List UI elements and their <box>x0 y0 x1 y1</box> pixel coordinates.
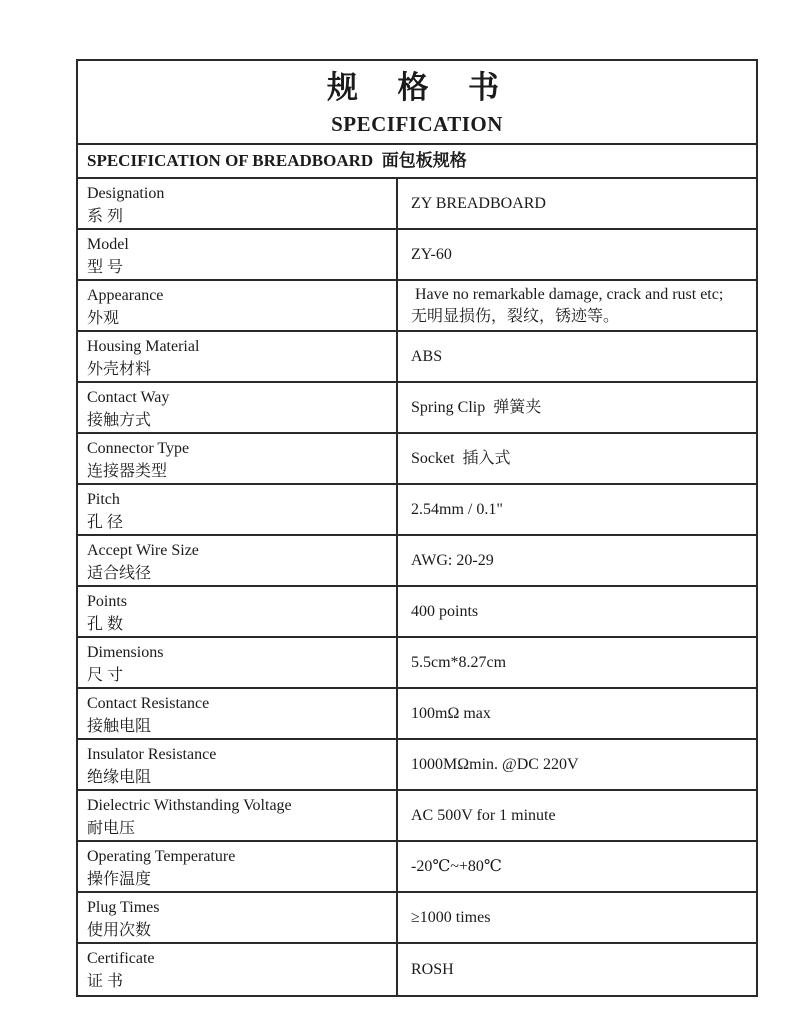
table-row <box>78 638 756 689</box>
table-row <box>78 944 756 995</box>
table-row <box>78 179 756 230</box>
spec-value: ROSH <box>411 960 454 978</box>
table-row <box>78 332 756 383</box>
spec-label-chinese: 尺 寸 <box>87 667 124 684</box>
spec-label-english: Dimensions <box>87 644 164 661</box>
spec-label-cell <box>78 638 398 687</box>
spec-value: -20℃~+80℃ <box>411 857 502 875</box>
spec-label-cell <box>78 179 398 228</box>
spec-value: ABS <box>411 347 443 365</box>
spec-label-cell <box>78 281 398 330</box>
table-row <box>78 485 756 536</box>
spec-label-english: Points <box>87 593 128 610</box>
spec-value-cell <box>398 536 756 585</box>
spec-label-cell <box>78 893 398 942</box>
spec-label-english: Pitch <box>87 491 120 508</box>
spec-value-cell <box>398 434 756 483</box>
spec-label-english: Operating Temperature <box>87 848 236 865</box>
spec-value: ZY BREADBOARD <box>411 194 546 212</box>
spec-rows <box>78 179 756 995</box>
spec-value-cell <box>398 791 756 840</box>
spec-label-english: Connector Type <box>87 440 190 457</box>
spec-value: 2.54mm / 0.1" <box>411 500 503 518</box>
table-row <box>78 281 756 332</box>
spec-value-cell <box>398 383 756 432</box>
spec-label-chinese: 系 列 <box>87 208 124 225</box>
spec-label-english: Designation <box>87 185 165 202</box>
spec-label-chinese: 证 书 <box>87 973 124 990</box>
spec-value: 400 points <box>411 602 479 620</box>
spec-label-english: Model <box>87 236 129 253</box>
spec-value-chinese: 无明显损伤，裂纹，锈迹等。 <box>411 307 620 325</box>
spec-label-english: Plug Times <box>87 899 160 916</box>
spec-value-cell <box>398 281 756 330</box>
spec-label-english: Insulator Resistance <box>87 746 217 763</box>
spec-value: 100mΩ max <box>411 704 491 722</box>
spec-label-cell <box>78 587 398 636</box>
spec-label-english: Contact Resistance <box>87 695 210 712</box>
spec-label-chinese: 孔 径 <box>87 514 124 531</box>
spec-value-cell <box>398 332 756 381</box>
specification-table <box>76 59 758 997</box>
spec-label-chinese: 耐电压 <box>87 820 136 837</box>
table-row <box>78 230 756 281</box>
spec-label-cell <box>78 434 398 483</box>
spec-value-cell <box>398 740 756 789</box>
table-row <box>78 842 756 893</box>
spec-label-chinese: 连接器类型 <box>87 463 168 480</box>
spec-label-chinese: 绝缘电阻 <box>87 769 152 786</box>
table-row <box>78 587 756 638</box>
spec-label-cell <box>78 536 398 585</box>
spec-label-english: Certificate <box>87 950 155 967</box>
spec-label-chinese: 外观 <box>87 310 120 327</box>
spec-value-cell <box>398 944 756 995</box>
spec-value-cell <box>398 638 756 687</box>
spec-label-chinese: 使用次数 <box>87 922 152 939</box>
spec-value: Socket 插入式 <box>411 449 511 467</box>
spec-label-chinese: 操作温度 <box>87 871 152 888</box>
spec-label-cell <box>78 383 398 432</box>
document-title-english: SPECIFICATION <box>331 112 503 136</box>
spec-label-chinese: 孔 数 <box>87 616 124 633</box>
spec-label-cell <box>78 485 398 534</box>
spec-value: AC 500V for 1 minute <box>411 806 556 824</box>
spec-label-chinese: 型 号 <box>87 259 124 276</box>
spec-value: 1000MΩmin. @DC 220V <box>411 755 579 773</box>
spec-label-chinese: 外壳材料 <box>87 361 152 378</box>
spec-label-chinese: 接触方式 <box>87 412 152 429</box>
spec-value-cell <box>398 587 756 636</box>
spec-label-english: Accept Wire Size <box>87 542 199 559</box>
spec-value: ZY-60 <box>411 245 452 263</box>
table-row <box>78 791 756 842</box>
table-row <box>78 740 756 791</box>
title-block <box>78 61 756 145</box>
document-title-chinese: 规 格 书 <box>327 70 507 105</box>
spec-value-cell <box>398 179 756 228</box>
spec-label-english: Appearance <box>87 287 164 304</box>
spec-value: AWG: 20-29 <box>411 551 494 569</box>
spec-label-cell <box>78 842 398 891</box>
spec-label-cell <box>78 791 398 840</box>
spec-value-cell <box>398 230 756 279</box>
spec-value: 5.5cm*8.27cm <box>411 653 507 671</box>
spec-value: Spring Clip 弹簧夹 <box>411 398 542 416</box>
spec-label-chinese: 适合线径 <box>87 565 152 582</box>
spec-label-english: Housing Material <box>87 338 200 355</box>
spec-label-cell <box>78 740 398 789</box>
table-row <box>78 893 756 944</box>
spec-value-cell <box>398 689 756 738</box>
spec-value-cell <box>398 485 756 534</box>
spec-label-english: Dielectric Withstanding Voltage <box>87 797 292 814</box>
spec-label-cell <box>78 689 398 738</box>
table-row <box>78 689 756 740</box>
spec-value-cell <box>398 893 756 942</box>
spec-label-cell <box>78 332 398 381</box>
spec-value-cell <box>398 842 756 891</box>
spec-label-cell <box>78 230 398 279</box>
spec-value: Have no remarkable damage, crack and rust etc; <box>411 285 724 303</box>
spec-label-english: Contact Way <box>87 389 170 406</box>
table-row <box>78 383 756 434</box>
table-row <box>78 434 756 485</box>
table-row <box>78 536 756 587</box>
spec-label-cell <box>78 944 398 995</box>
spec-value: ≥1000 times <box>411 908 491 926</box>
table-section-header: SPECIFICATION OF BREADBOARD 面包板规格 <box>78 145 756 179</box>
spec-label-chinese: 接触电阻 <box>87 718 152 735</box>
